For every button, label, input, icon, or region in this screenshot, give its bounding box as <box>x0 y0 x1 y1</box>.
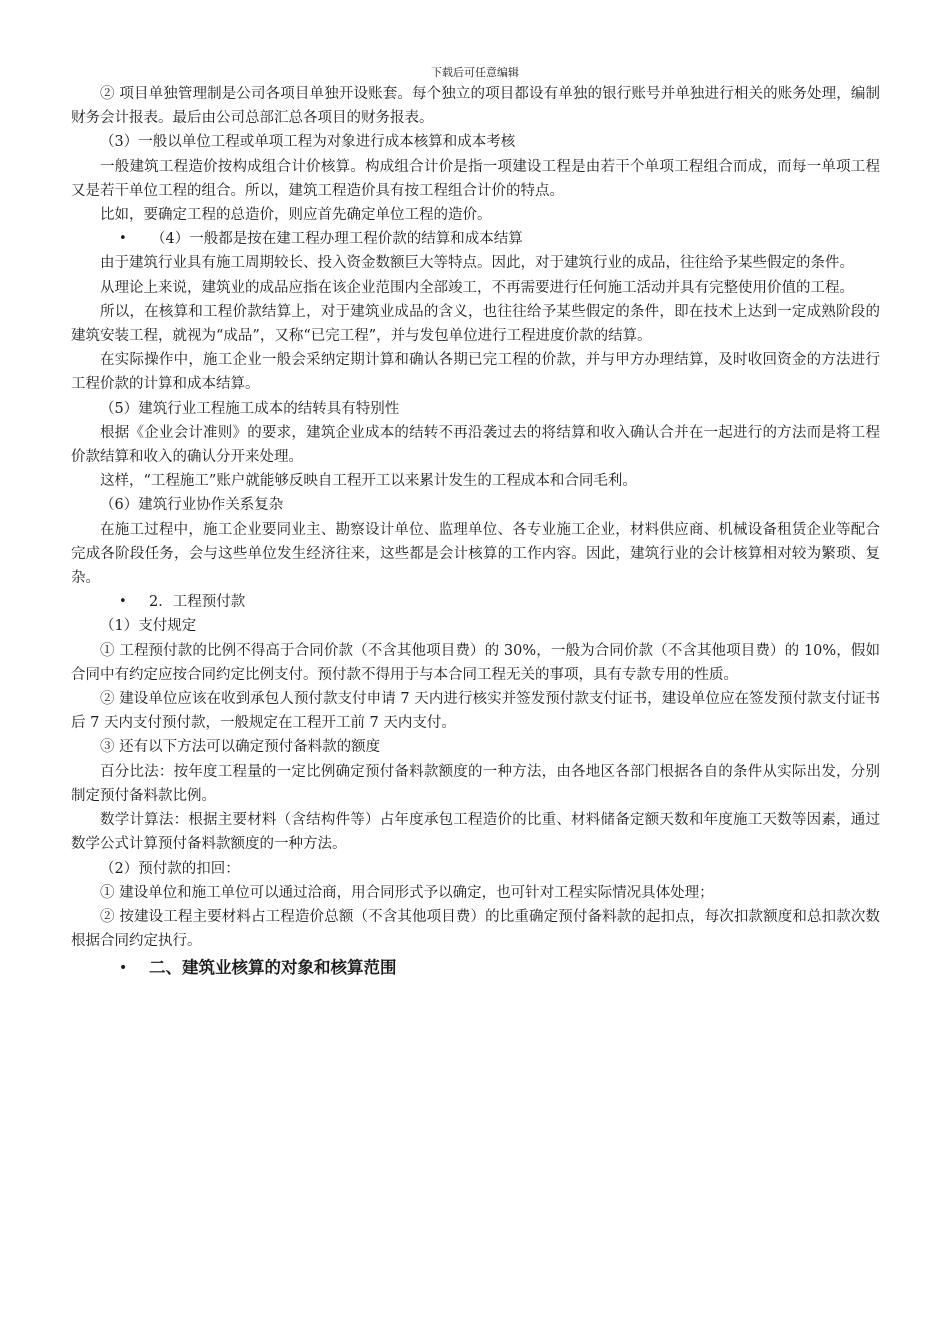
paragraph: ① 工程预付款的比例不得高于合同价款（不含其他项目费）的 30%，一般为合同价款（不含其他项目费）的 10%，假如合同中有约定应按合同约定比例支付。预付款不得用于与本合同工程无关的事项，具有专款专用的性质。 <box>71 642 880 683</box>
paragraph: ② 项目单独管理制是公司各项目单独开设账套。每个独立的项目都设有单独的银行账号并单独进行相关的账务处理，编制财务会计报表。最后由公司总部汇总各项目的财务报表。 <box>71 86 880 127</box>
section-heading: （3）一般以单位工程或单项工程为对象进行成本核算和成本考核 <box>100 134 516 151</box>
paragraph: 所以，在核算和工程价款结算上，对于建筑业成品的含义，也往往给予某些假定的条件，即在技术上达到一定成熟阶段的建筑安装工程，就视为“成品”，又称“已完工程”，并与发包单位进行工程进度价款的结算。 <box>71 303 880 345</box>
bullet-icon: • <box>119 594 127 610</box>
bullet-item <box>71 590 880 614</box>
paragraph: ② 按建设工程主要材料占工程造价总额（不含其他项目费）的比重确定预付备料款的起扣点，每次扣款额度和总扣款次数根据合同约定执行。 <box>71 908 880 950</box>
bullet-text: （4）一般都是按在建工程办理工程价款的结算和成本结算 <box>151 231 523 248</box>
paragraph: ② 建设单位应该在收到承包人预付款支付申请 7 天内进行核实并签发预付款支付证书，建设单位应在签发预付款支付证书后 7 天内支付预付款，一般规定在工程开工前 7 天内支付。 <box>71 691 880 732</box>
bullet-text: 2．工程预付款 <box>149 594 246 611</box>
paragraph: 根据《企业会计准则》的要求，建筑企业成本的结转不再沿袭过去的将结算和收入确认合并在一起进行的方法而是将工程价款结算和收入的确认分开来处理。 <box>71 424 880 466</box>
bullet-icon: • <box>119 231 127 247</box>
paragraph: 这样，“工程施工”账户就能够反映自工程开工以来累计发生的工程成本和合同毛利。 <box>100 473 637 490</box>
bullet-item <box>71 227 880 251</box>
paragraph: 在实际操作中，施工企业一般会采纳定期计算和确认各期已完工程的价款，并与甲方办理结算，及时收回资金的方法进行工程价款的计算和成本结算。 <box>71 352 880 393</box>
paragraph: 一般建筑工程造价按构成组合计价核算。构成组合计价是指一项建设工程是由若干个单项工程组合而成，而每一单项工程又是若干单位工程的组合。所以，建筑工程造价具有按工程组合计价的特点。 <box>71 158 880 199</box>
document-body <box>71 82 880 981</box>
paragraph: 数学计算法：根据主要材料（含结构件等）占年度承包工程造价的比重、材料储备定额天数和年度施工天数等因素，通过数学公式计算预付备料款额度的一种方法。 <box>71 812 880 853</box>
bullet-icon: • <box>119 960 128 977</box>
chapter-heading <box>71 955 880 981</box>
section-heading: （5）建筑行业工程施工成本的结转具有特别性 <box>100 400 400 417</box>
section-heading: （6）建筑行业协作关系复杂 <box>100 497 284 514</box>
paragraph: 比如，要确定工程的总造价，则应首先确定单位工程的造价。 <box>100 207 492 224</box>
chapter-heading-text: 二、建筑业核算的对象和核算范围 <box>149 958 397 978</box>
paragraph: 由于建筑行业具有施工周期较长、投入资金数额巨大等特点。因此，对于建筑行业的成品，往往给予某些假定的条件。 <box>100 255 854 272</box>
page-header: 下载后可任意编辑 <box>431 66 519 79</box>
paragraph: 在施工过程中，施工企业要同业主、勘察设计单位、监理单位、各专业施工企业，材料供应商、机械设备租赁企业等配合完成各阶段任务，会与这些单位发生经济往来，这些都是会计核算的工作内容。因此，建筑行业的会计核算相对较为繁琐、复杂。 <box>71 521 880 587</box>
paragraph: ③ 还有以下方法可以确定预付备料款的额度 <box>100 739 381 756</box>
paragraph: 百分比法：按年度工程量的一定比例确定预付备料款额度的一种方法，由各地区各部门根据各自的条件从实际出发，分别制定预付备料款比例。 <box>71 763 880 804</box>
paragraph: 从理论上来说，建筑业的成品应指在该企业范围内全部竣工，不再需要进行任何施工活动并具有完整使用价值的工程。 <box>100 279 854 296</box>
paragraph: ① 建设单位和施工单位可以通过洽商，用合同形式予以确定，也可针对工程实际情况具体处理； <box>100 884 714 901</box>
section-heading: （2）预付款的扣回： <box>100 860 240 877</box>
section-heading: （1）支付规定 <box>100 618 197 635</box>
